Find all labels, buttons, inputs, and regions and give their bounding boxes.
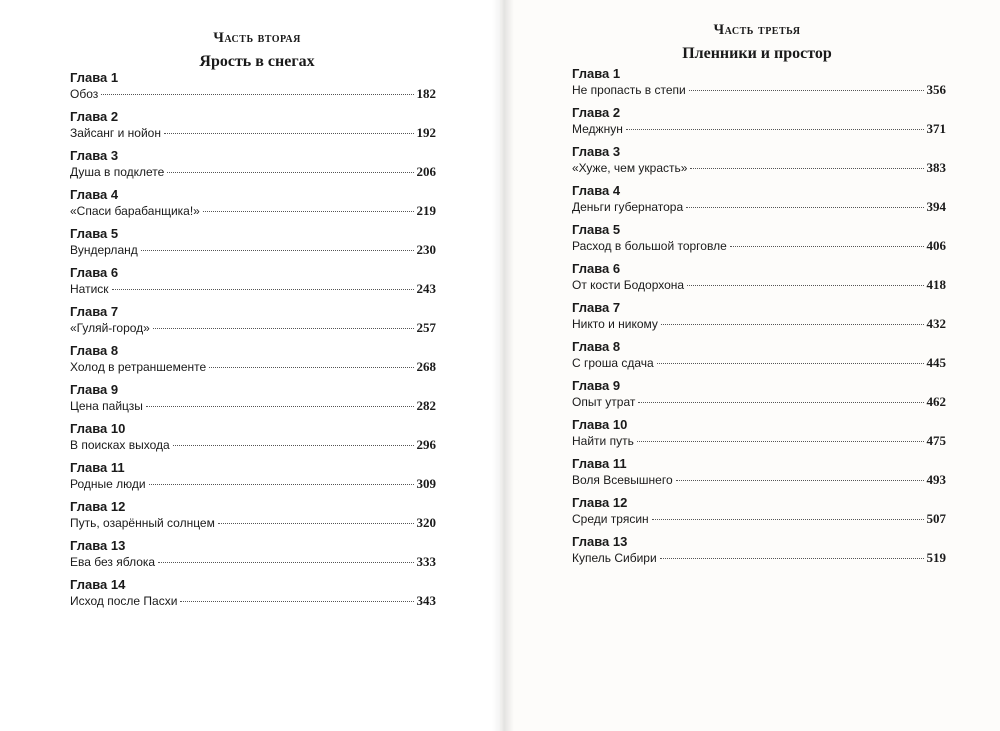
page-number: 320 (416, 515, 436, 530)
page-number: 493 (926, 472, 946, 487)
toc-entry (572, 495, 946, 534)
chapter-row (572, 316, 946, 332)
page-number: 507 (926, 511, 946, 526)
toc-entry (70, 499, 436, 538)
page-number: 282 (416, 398, 436, 413)
chapter-title: Найти путь (572, 434, 634, 448)
page-number: 243 (416, 281, 436, 296)
chapter-label: Глава 11 (572, 456, 627, 471)
chapter-row (70, 203, 436, 219)
toc-entry (572, 144, 946, 183)
chapter-label: Глава 10 (572, 417, 628, 432)
page-number: 475 (926, 433, 946, 448)
toc-entry (572, 222, 946, 261)
toc-entry (70, 304, 436, 343)
chapter-title: Путь, озарённый солнцем (70, 516, 215, 530)
chapter-label: Глава 9 (70, 382, 119, 397)
chapter-title: Не пропасть в степи (572, 83, 686, 97)
page-number: 268 (416, 359, 436, 374)
page-number: 519 (926, 550, 946, 565)
toc-entry (70, 460, 436, 499)
page-number: 418 (926, 277, 946, 292)
chapter-title: Никто и никому (572, 317, 658, 331)
chapter-title: Воля Всевышнего (572, 473, 673, 487)
chapter-label: Глава 13 (70, 538, 126, 553)
toc-entry (572, 534, 946, 573)
dot-leader (164, 133, 414, 134)
toc-entry (572, 339, 946, 378)
page-number: 192 (416, 125, 436, 140)
chapter-title: С гроша сдача (572, 356, 654, 370)
toc-list (70, 70, 436, 616)
chapter-title: Расход в большой торговле (572, 239, 727, 253)
chapter-label: Глава 1 (572, 66, 621, 81)
toc-entry (70, 421, 436, 460)
page-number: 257 (416, 320, 436, 335)
dot-leader (652, 519, 924, 520)
chapter-label: Глава 4 (70, 187, 119, 202)
dot-leader (218, 523, 414, 524)
dot-leader (676, 480, 924, 481)
page-number: 309 (416, 476, 436, 491)
chapter-title: Родные люди (70, 477, 146, 491)
chapter-title: Меджнун (572, 122, 623, 136)
toc-list (572, 66, 946, 573)
chapter-row (572, 277, 946, 293)
chapter-row (70, 164, 436, 180)
dot-leader (141, 250, 414, 251)
chapter-title: Цена пайцзы (70, 399, 143, 413)
page-number: 406 (926, 238, 946, 253)
dot-leader (203, 211, 414, 212)
chapter-row (572, 511, 946, 527)
chapter-title: «Хуже, чем украсть» (572, 161, 688, 175)
chapter-title: Вундерланд (70, 243, 138, 257)
chapter-row (70, 359, 436, 375)
book-gutter (492, 0, 514, 731)
chapter-row (70, 593, 436, 609)
chapter-title: Купель Сибири (572, 551, 657, 565)
toc-entry (572, 456, 946, 495)
chapter-label: Глава 2 (572, 105, 621, 120)
chapter-title: Зайсанг и нойон (70, 126, 161, 140)
dot-leader (149, 484, 414, 485)
dot-leader (638, 402, 923, 403)
dot-leader (173, 445, 414, 446)
toc-entry (70, 265, 436, 304)
chapter-title: От кости Бодорхона (572, 278, 685, 292)
chapter-row (70, 86, 436, 102)
chapter-label: Глава 4 (572, 183, 621, 198)
chapter-title: «Спаси барабанщика!» (70, 204, 200, 218)
chapter-row (70, 515, 436, 531)
toc-entry (70, 382, 436, 421)
page-number: 296 (416, 437, 436, 452)
toc-entry (70, 226, 436, 265)
toc-entry (572, 105, 946, 144)
chapter-label: Глава 6 (70, 265, 119, 280)
dot-leader (690, 168, 923, 169)
dot-leader (101, 94, 413, 95)
page-number: 333 (416, 554, 436, 569)
chapter-row (572, 355, 946, 371)
dot-leader (626, 129, 924, 130)
dot-leader (661, 324, 924, 325)
page-number: 371 (926, 121, 946, 136)
chapter-title: Исход после Пасхи (70, 594, 178, 608)
chapter-title: Ева без яблока (70, 555, 156, 569)
chapter-label: Глава 1 (70, 70, 119, 85)
chapter-row (572, 82, 946, 98)
page-number: 462 (926, 394, 946, 409)
part-heading (70, 30, 444, 71)
dot-leader (158, 562, 413, 563)
chapter-label: Глава 7 (572, 300, 621, 315)
page-number: 383 (926, 160, 946, 175)
page-number: 182 (416, 86, 436, 101)
chapter-label: Глава 7 (70, 304, 119, 319)
chapter-row (70, 320, 436, 336)
chapter-label: Глава 6 (572, 261, 621, 276)
page-number: 206 (416, 164, 436, 179)
chapter-label: Глава 14 (70, 577, 126, 592)
chapter-label: Глава 10 (70, 421, 126, 436)
part-title: Ярость в снегах (199, 53, 315, 70)
chapter-label: Глава 2 (70, 109, 119, 124)
chapter-row (572, 394, 946, 410)
chapter-label: Глава 5 (70, 226, 119, 241)
chapter-row (70, 242, 436, 258)
chapter-title: Опыт утрат (572, 395, 636, 409)
chapter-title: Душа в подклете (70, 165, 165, 179)
page-number: 445 (926, 355, 946, 370)
dot-leader (660, 558, 924, 559)
chapter-label: Глава 3 (572, 144, 621, 159)
dot-leader (180, 601, 413, 602)
toc-entry (70, 70, 436, 109)
toc-entry (70, 577, 436, 616)
chapter-title: Обоз (70, 87, 99, 101)
chapter-title: «Гуляй-город» (70, 321, 150, 335)
dot-leader (730, 246, 924, 247)
dot-leader (657, 363, 924, 364)
chapter-row (572, 550, 946, 566)
dot-leader (167, 172, 413, 173)
chapter-label: Глава 3 (70, 148, 119, 163)
page-number: 230 (416, 242, 436, 257)
chapter-row (70, 398, 436, 414)
dot-leader (689, 90, 924, 91)
dot-leader (146, 406, 414, 407)
chapter-title: Натиск (70, 282, 109, 296)
chapter-label: Глава 11 (70, 460, 125, 475)
toc-entry (572, 300, 946, 339)
chapter-title: Деньги губернатора (572, 200, 684, 214)
right-page (500, 0, 1000, 731)
chapter-label: Глава 12 (70, 499, 126, 514)
chapter-label: Глава 8 (572, 339, 621, 354)
chapter-title: В поисках выхода (70, 438, 170, 452)
part-label: Часть вторая (213, 30, 301, 46)
toc-entry (70, 148, 436, 187)
chapter-row (572, 238, 946, 254)
dot-leader (687, 285, 923, 286)
page-number: 343 (416, 593, 436, 608)
chapter-label: Глава 5 (572, 222, 621, 237)
toc-entry (572, 417, 946, 456)
chapter-row (572, 199, 946, 215)
part-label: Часть третья (713, 22, 801, 38)
chapter-row (70, 437, 436, 453)
dot-leader (112, 289, 414, 290)
page-number: 432 (926, 316, 946, 331)
page-number: 356 (926, 82, 946, 97)
chapter-label: Глава 9 (572, 378, 621, 393)
chapter-label: Глава 8 (70, 343, 119, 358)
chapter-row (70, 476, 436, 492)
part-heading (570, 22, 944, 63)
chapter-row (70, 281, 436, 297)
dot-leader (209, 367, 413, 368)
toc-entry (572, 378, 946, 417)
chapter-row (572, 160, 946, 176)
toc-entry (70, 109, 436, 148)
toc-entry (70, 187, 436, 226)
dot-leader (637, 441, 924, 442)
chapter-title: Среди трясин (572, 512, 649, 526)
toc-entry (70, 538, 436, 577)
dot-leader (686, 207, 923, 208)
toc-entry (572, 66, 946, 105)
chapter-row (572, 472, 946, 488)
page-number: 219 (416, 203, 436, 218)
chapter-row (572, 433, 946, 449)
toc-entry (572, 183, 946, 222)
dot-leader (153, 328, 414, 329)
toc-entry (70, 343, 436, 382)
chapter-row (572, 121, 946, 137)
toc-entry (572, 261, 946, 300)
chapter-row (70, 125, 436, 141)
chapter-label: Глава 12 (572, 495, 628, 510)
chapter-label: Глава 13 (572, 534, 628, 549)
page-number: 394 (926, 199, 946, 214)
chapter-title: Холод в ретраншементе (70, 360, 207, 374)
part-title: Пленники и простор (682, 45, 832, 62)
chapter-row (70, 554, 436, 570)
